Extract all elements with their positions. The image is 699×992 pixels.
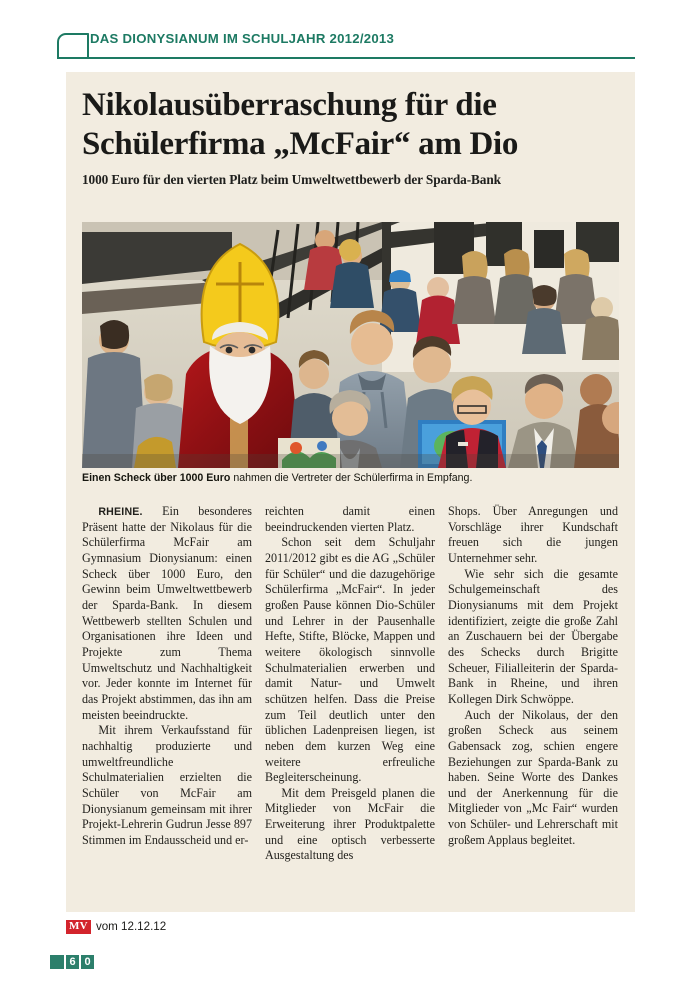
folio-digit-1: 6 <box>66 955 79 969</box>
page-folio <box>50 955 94 969</box>
paragraph <box>448 504 618 567</box>
article-headline: Nikolausüberraschung für die Schülerfirma „McFair“ am Dio <box>82 87 519 162</box>
paragraph-text: Auch der Nikolaus, der den großen Scheck aus seinem Gabensack zog, schien engere Beziehungen zur Sparda-Bank zu haben. Seine Worte des Dankes und der Anerkennung für die Mitglieder von „Mc Fair“ wurden von Schüler- und Lehrerschaft mit großem Applaus begleitet. <box>448 707 618 847</box>
article-column-1 <box>82 504 252 899</box>
bracket-decoration-icon <box>57 33 89 59</box>
paragraph-text: Schon seit dem Schuljahr 2011/2012 gibt es die AG „Schüler für Schüler“ und die dazugehörige Schülerfirma „McFair“. In jeder großen Pause können Dio-Schüler und Lehrer in der Pausenhalle Hefte, Stifte, Blöcke, Mappen und weitere ökologisch sinnvolle Schulmaterialien erwerben und damit Natur- und Umwelt schützen helfen. Dass die Preise zum Teil deutlich unter den üblichen Ladenpreisen liegen, ist neben dem kurzen Weg eine weitere erfreuliche Begleiterscheinung. <box>265 535 435 785</box>
page-title: DAS DIONYSIANUM IM SCHULJAHR 2012/2013 <box>90 31 395 46</box>
folio-digit-2: 0 <box>81 955 94 969</box>
article-container <box>66 72 635 912</box>
paragraph <box>448 567 618 708</box>
header-divider-rule <box>57 57 635 59</box>
paragraph-text: Wie sehr sich die gesamte Schulgemeinschaft des Dionysianums mit dem Projekt identifiziert, zeigte die große Zahl an Zuschauern bei der Übergabe des Schecks durch Brigitte Scheuer, Filialleiterin der Sparda-Bank in Rheine, und ihren Kollegen Dirk Schwöppe. <box>448 566 618 706</box>
caption-lead: Einen Scheck über 1000 Euro <box>82 472 231 484</box>
paragraph-text: reichten damit einen beeindruckenden vierten Platz. <box>265 504 435 534</box>
paragraph <box>82 504 252 723</box>
paragraph <box>448 708 618 849</box>
article-subheadline: 1000 Euro für den vierten Platz beim Umweltwettbewerb der Sparda-Bank <box>82 172 501 188</box>
paragraph <box>265 786 435 864</box>
paragraph-text: Mit dem Preisgeld planen die Mitglieder von McFair die Erweiterung ihrer Produktpalette und eine optisch verbesserte Ausgestaltung des <box>265 785 435 863</box>
caption-rest: nahmen die Vertreter der Schülerfirma in Empfang. <box>230 472 473 484</box>
article-column-2 <box>265 504 435 899</box>
page-running-head <box>0 0 699 66</box>
paragraph-text: Mit ihrem Verkaufsstand für nachhaltig produzierte und umweltfreundliche Schulmaterialien erzielten die Schüler von McFair am Dionysianum gemeinsam mit ihrer Projekt-Lehrerin Gudrun Jesse 897 Stimmen im Endausscheid und er- <box>82 723 252 847</box>
dateline: RHEINE. <box>98 506 143 518</box>
paragraph <box>265 535 435 786</box>
paragraph <box>82 723 252 848</box>
photo-caption <box>82 472 619 484</box>
article-column-3 <box>448 504 618 899</box>
paragraph <box>265 504 435 535</box>
paragraph-text: Shops. Über Anregungen und Vorschläge ihrer Kundschaft freuen sich die jungen Unternehmer sehr. <box>448 504 618 565</box>
article-photo <box>82 222 619 468</box>
article-body-columns <box>82 504 619 899</box>
folio-square-decoration-icon <box>50 955 64 969</box>
source-date: vom 12.12.12 <box>95 920 167 934</box>
photo-illustration <box>82 222 619 468</box>
mv-logo: MV <box>66 920 91 934</box>
paragraph-text: Ein besonderes Präsent hatte der Nikolaus für die Schülerfirma McFair am Gymnasium Dionysianum: einen Scheck über 1000 Euro, den Gewinn beim Umweltwettbewerb der Sparda-Bank. In diesem Wettbewerb stellten Schulen und Organisationen ihre Ideen und Projekte zum Thema Umweltschutz und Nachhaltigkeit vor. Jeder konnte im Internet für das Projekt abstimmen, das ihn am meisten beeindruckte. <box>82 504 252 722</box>
article-source-line <box>66 920 166 934</box>
